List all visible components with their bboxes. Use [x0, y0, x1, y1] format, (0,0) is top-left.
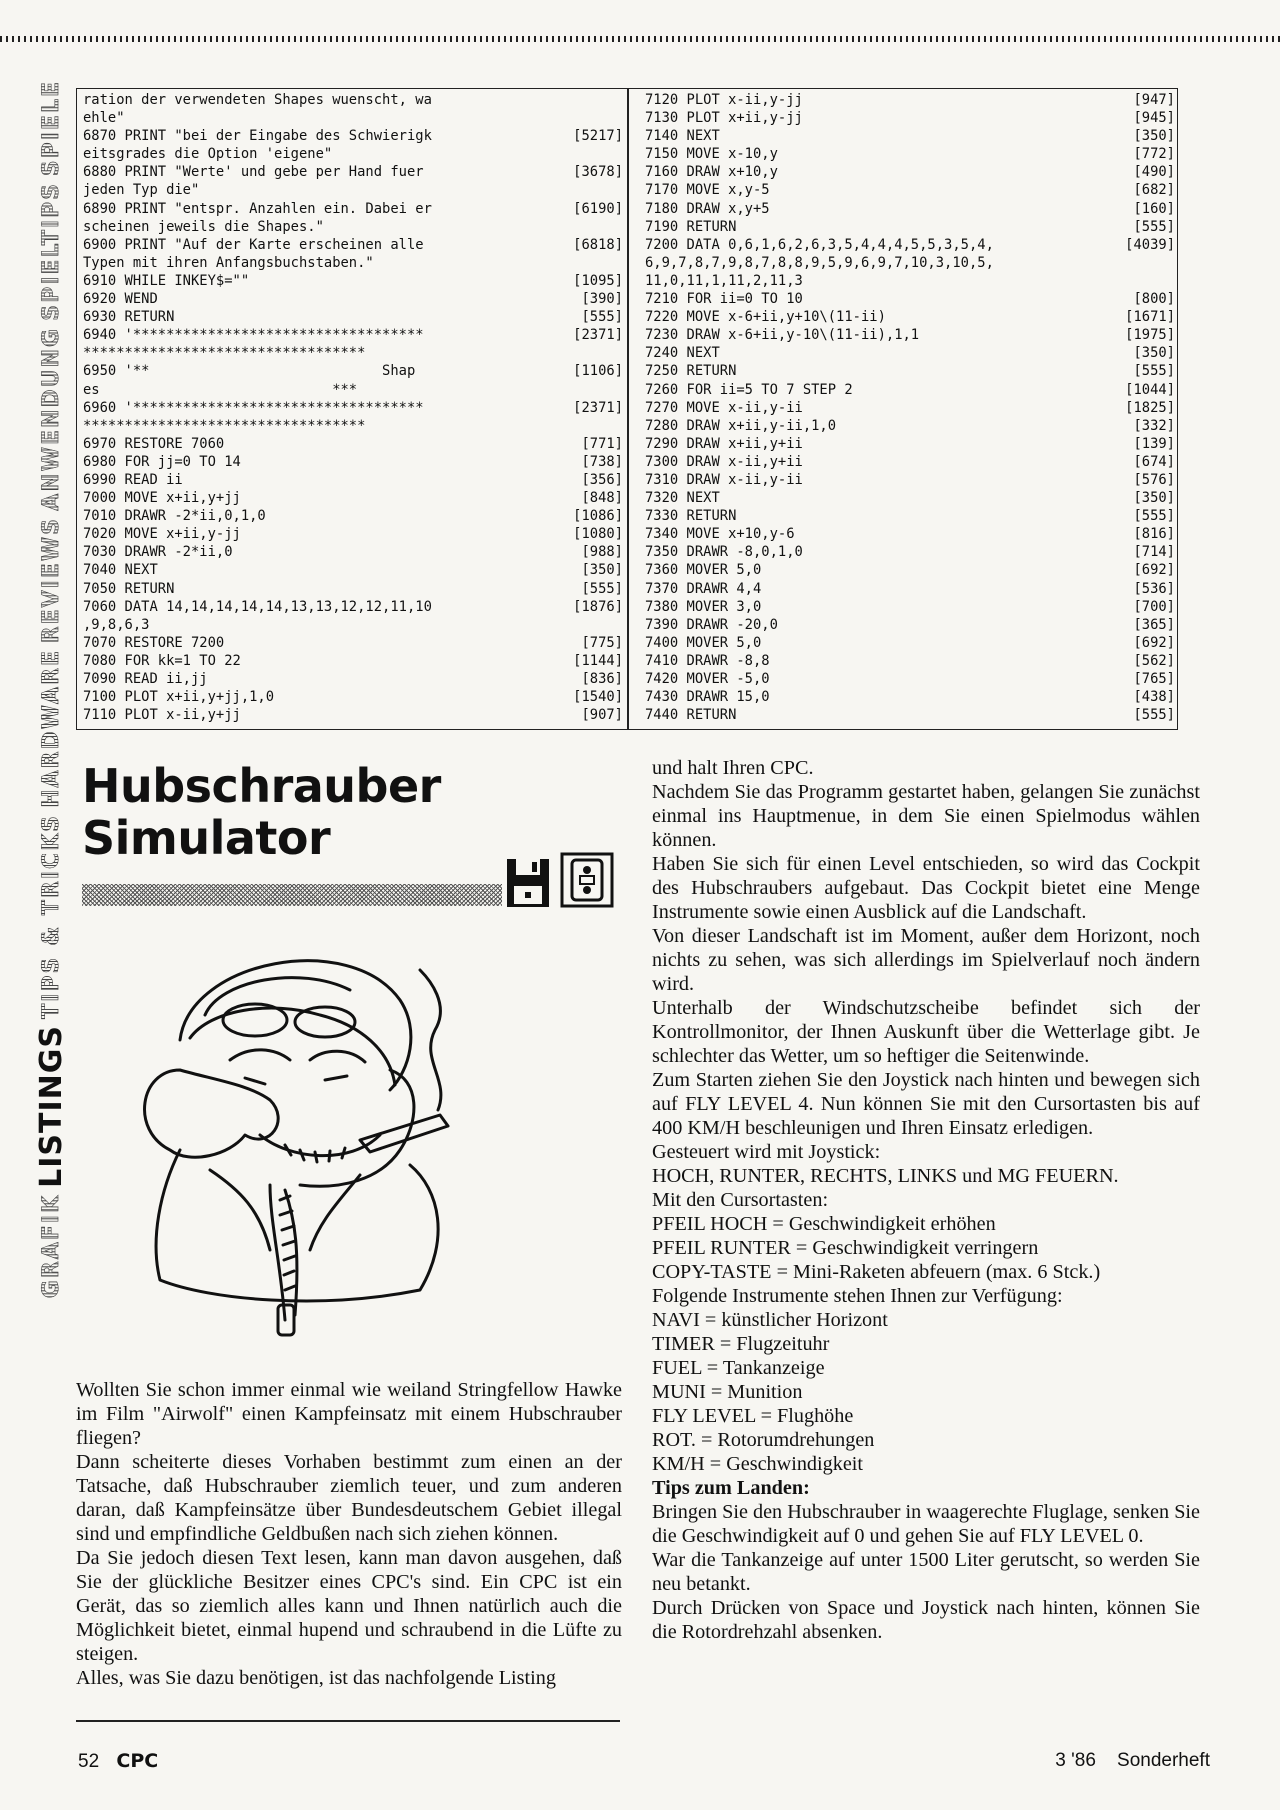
listing-code: ,9,8,6,3	[83, 616, 150, 633]
listing-line	[645, 634, 1175, 652]
listing-code: 7080 FOR kk=1 TO 22	[83, 652, 241, 669]
listing-code: 7040 NEXT	[83, 562, 158, 579]
listing-checksum: [1095]	[573, 272, 623, 289]
listing-code: 7410 DRAWR -8,8	[645, 652, 770, 669]
listing-checksum: [1975]	[1125, 327, 1175, 344]
listing-checksum: [988]	[581, 544, 623, 561]
listing-checksum: [139]	[1133, 435, 1175, 452]
listing-checksum: [350]	[581, 562, 623, 579]
listing-code: 6890 PRINT "entspr. Anzahlen ein. Dabei er	[83, 200, 432, 217]
listing-code: ehle"	[83, 110, 125, 127]
paragraph: HOCH, RUNTER, RECHTS, LINKS und MG FEUERN.	[652, 1165, 1119, 1187]
listing-line	[83, 290, 623, 308]
listing-line	[645, 254, 1175, 272]
listing-line	[645, 181, 1175, 199]
listing-line	[645, 543, 1175, 561]
listing-line	[83, 598, 623, 616]
listing-line	[645, 580, 1175, 598]
listing-line	[83, 381, 623, 399]
tips-heading: Tips zum Landen:	[652, 1477, 810, 1499]
paragraph: PFEIL HOCH = Geschwindigkeit erhöhen	[652, 1213, 996, 1235]
listing-code: ration der verwendeten Shapes wuenscht, wa	[83, 92, 432, 108]
listing-line	[83, 109, 623, 127]
listing-code: 6990 READ ii	[83, 471, 183, 488]
paragraph: Von dieser Landschaft ist im Moment, außer dem Horizont, noch nichts zu sehen, was sich allerdings im Spielverlauf noch ändern wird.	[652, 925, 1200, 995]
listing-line	[645, 218, 1175, 236]
listing-checksum: [555]	[1133, 508, 1175, 525]
listing-code: 7240 NEXT	[645, 345, 720, 362]
listing-checksum: [692]	[1133, 634, 1175, 651]
listing-line	[645, 344, 1175, 362]
listing-checksum: [816]	[1133, 526, 1175, 543]
paragraph: Dann scheiterte dieses Vorhaben bestimmt zum einen an der Tatsache, daß Hubschrauber ziemlich teuer, und zum anderen daran, daß Kampfeinsätze über Bundesdeutschem Gebiet illegal sind und empfindliche Geldbußen nach sich ziehen können.	[76, 1451, 622, 1545]
article-body-right	[652, 756, 1200, 1644]
listing-checksum: [555]	[581, 309, 623, 326]
listing-code: 7250 RETURN	[645, 363, 737, 380]
listing-checksum: [682]	[1133, 182, 1175, 199]
listing-checksum: [4039]	[1125, 236, 1175, 253]
listing-checksum: [1144]	[573, 652, 623, 669]
listing-checksum: [6190]	[573, 200, 623, 217]
listing-code: 7120 PLOT x-ii,y-jj	[645, 92, 803, 108]
listing-code: 7310 DRAW x-ii,y-ii	[645, 471, 803, 488]
listing-checksum: [555]	[1133, 363, 1175, 380]
listing-code: 7110 PLOT x-ii,y+jj	[83, 707, 241, 724]
listing-line	[83, 652, 623, 670]
listing-line	[645, 326, 1175, 344]
listing-checksum: [1825]	[1125, 399, 1175, 416]
listing-code: 7090 READ ii,jj	[83, 671, 208, 687]
side-nav-item: TIPS & TRICKS	[38, 813, 64, 1019]
listing-code: 7360 MOVER 5,0	[645, 562, 762, 579]
listing-line	[645, 561, 1175, 579]
listing-code: 7140 NEXT	[645, 128, 720, 145]
listing-line	[645, 507, 1175, 525]
listing-line	[645, 381, 1175, 399]
listing-line	[83, 91, 623, 109]
listing-checksum: [765]	[1133, 671, 1175, 687]
listing-code: 7340 MOVE x+10,y-6	[645, 526, 795, 543]
listing-line	[83, 634, 623, 652]
listing-checksum: [2371]	[573, 327, 623, 344]
side-nav-item: GRAFIK	[38, 1193, 64, 1298]
paragraph: NAVI = künstlicher Horizont	[652, 1309, 888, 1331]
listing-checksum: [332]	[1133, 417, 1175, 434]
listing-checksum: [674]	[1133, 453, 1175, 470]
paragraph: Haben Sie sich für einen Level entschieden, so wird das Cockpit des Hubschraubers aufgebaut. Das Cockpit bietet eine Menge Instrumente sowie einen Ausblick auf die Landschaft.	[652, 853, 1200, 923]
side-nav-item: HARDWARE	[38, 649, 64, 808]
listing-checksum: [2371]	[573, 399, 623, 416]
listing-line	[83, 163, 623, 181]
listing-code: scheinen jeweils die Shapes."	[83, 218, 324, 235]
listing-line	[83, 561, 623, 579]
listing-checksum: [365]	[1133, 616, 1175, 633]
listing-code: 7330 RETURN	[645, 508, 737, 525]
listing-line	[83, 471, 623, 489]
listing-code: 7260 FOR ii=5 TO 7 STEP 2	[645, 381, 853, 398]
listing-line	[83, 507, 623, 525]
listing-code: 7150 MOVE x-10,y	[645, 146, 778, 163]
listing-right-column	[645, 91, 1175, 724]
cassette-icon	[560, 852, 614, 908]
paragraph: Zum Starten ziehen Sie den Joystick nach hinten und bewegen sich auf FLY LEVEL 4. Nun können Sie mit den Cursortasten bis auf 400 KM/H beschleunigen und Ihren Einsatz erledigen.	[652, 1069, 1200, 1139]
listing-code: 7230 DRAW x-6+ii,y-10\(11-ii),1,1	[645, 327, 920, 344]
issue-number: 3 '86	[1055, 1750, 1096, 1771]
paragraph: Nachdem Sie das Programm gestartet haben, gelangen Sie zunächst einmal ins Hauptmenue, in dem Sie einen Spielmodus wählen können.	[652, 781, 1200, 851]
listing-checksum: [576]	[1133, 471, 1175, 488]
listing-line	[83, 435, 623, 453]
paragraph: Gesteuert wird mit Joystick:	[652, 1141, 881, 1163]
listing-checksum: [390]	[581, 291, 623, 308]
paragraph: PFEIL RUNTER = Geschwindigkeit verringern	[652, 1237, 1039, 1259]
listing-line	[83, 362, 623, 380]
listing-line	[83, 200, 623, 218]
listing-code: 7320 NEXT	[645, 490, 720, 507]
listing-line	[645, 706, 1175, 724]
listing-checksum: [350]	[1133, 345, 1175, 362]
listing-code: 7220 MOVE x-6+ii,y+10\(11-ii)	[645, 309, 886, 326]
listing-checksum: [6818]	[573, 236, 623, 253]
paragraph: und halt Ihren CPC.	[652, 757, 814, 779]
listing-code: **********************************	[83, 417, 366, 434]
listing-code: 6940 '***********************************	[83, 327, 424, 344]
listing-box	[76, 88, 1178, 730]
listing-code: 7290 DRAW x+ii,y+ii	[645, 435, 803, 452]
listing-code: 7190 RETURN	[645, 218, 737, 235]
listing-checksum: [350]	[1133, 490, 1175, 507]
footer-rule	[76, 1720, 620, 1722]
listing-checksum: [775]	[581, 634, 623, 651]
listing-checksum: [5217]	[573, 128, 623, 145]
listing-checksum: [160]	[1133, 200, 1175, 217]
listing-line	[645, 616, 1175, 634]
page-number: 52	[78, 1751, 100, 1772]
listing-code: 6910 WHILE INKEY$=""	[83, 272, 250, 289]
listing-line	[83, 236, 623, 254]
listing-code: 7390 DRAWR -20,0	[645, 616, 778, 633]
article-body-left	[76, 1378, 622, 1690]
paragraph: Durch Drücken von Space und Joystick nach hinten, können Sie die Rotordrehzahl absenken.	[652, 1597, 1200, 1643]
listing-checksum: [714]	[1133, 544, 1175, 561]
side-nav-item: ANWENDUNG	[38, 326, 64, 511]
listing-line	[645, 272, 1175, 290]
pilot-cartoon-illustration	[120, 920, 520, 1340]
listing-code: 7130 PLOT x+ii,y-jj	[645, 110, 803, 127]
listing-line	[645, 652, 1175, 670]
side-nav-item: SPIELTIPS	[38, 182, 64, 321]
listing-code: 7200 DATA 0,6,1,6,2,6,3,5,4,4,4,5,5,3,5,4,	[645, 236, 994, 253]
paragraph: COPY-TASTE = Mini-Raketen abfeuern (max. 6 Stck.)	[652, 1261, 1101, 1283]
listing-checksum: [1044]	[1125, 381, 1175, 398]
listing-line	[645, 109, 1175, 127]
listing-checksum: [1080]	[573, 526, 623, 543]
listing-line	[83, 706, 623, 724]
listing-line	[83, 489, 623, 507]
article-title-line1: Hubschrauber	[82, 759, 441, 813]
listing-line	[83, 616, 623, 634]
listing-code: 7030 DRAWR -2*ii,0	[83, 544, 233, 561]
listing-code: 7050 RETURN	[83, 580, 175, 597]
listing-checksum: [772]	[1133, 146, 1175, 163]
disk-icon	[506, 858, 550, 908]
listing-checksum: [356]	[581, 471, 623, 488]
listing-line	[645, 670, 1175, 688]
listing-code: eitsgrades die Option 'eigene"	[83, 146, 333, 163]
listing-code: 7210 FOR ii=0 TO 10	[645, 291, 803, 308]
paragraph: Alles, was Sie dazu benötigen, ist das nachfolgende Listing	[76, 1667, 556, 1689]
listing-code: 7300 DRAW x-ii,y+ii	[645, 453, 803, 470]
listing-code: 6880 PRINT "Werte' und gebe per Hand fuer	[83, 164, 424, 181]
listing-line	[83, 580, 623, 598]
listing-line	[83, 326, 623, 344]
listing-checksum: [1106]	[573, 363, 623, 380]
listing-code: 6980 FOR jj=0 TO 14	[83, 453, 241, 470]
paragraph: FUEL = Tankanzeige	[652, 1357, 825, 1379]
listing-checksum: [1540]	[573, 689, 623, 706]
listing-line	[83, 543, 623, 561]
listing-line	[645, 163, 1175, 181]
listing-code: 7420 MOVER -5,0	[645, 671, 770, 687]
listing-line	[645, 145, 1175, 163]
listing-checksum: [555]	[581, 580, 623, 597]
listing-checksum: [947]	[1133, 92, 1175, 108]
listing-checksum: [800]	[1133, 291, 1175, 308]
listing-checksum: [692]	[1133, 562, 1175, 579]
listing-code: 7170 MOVE x,y-5	[645, 182, 770, 199]
listing-code: Typen mit ihren Anfangsbuchstaben."	[83, 254, 374, 271]
listing-code: 7060 DATA 14,14,14,14,14,13,13,12,12,11,10	[83, 598, 432, 615]
listing-code: 6920 WEND	[83, 291, 158, 308]
listing-line	[645, 362, 1175, 380]
listing-code: 6970 RESTORE 7060	[83, 435, 225, 452]
listing-checksum: [1086]	[573, 508, 623, 525]
paragraph: Da Sie jedoch diesen Text lesen, kann man davon ausgehen, daß Sie der glückliche Besitzer eines CPC's sind. Ein CPC ist ein Gerät, das so ziemlich alles kann und Ihnen natürlich auch die Möglichkeit bietet, einmal hupend und schraubend in die Lüfte zu steigen.	[76, 1547, 622, 1665]
listing-code: 6900 PRINT "Auf der Karte erscheinen alle	[83, 236, 424, 253]
listing-code: 7160 DRAW x+10,y	[645, 164, 778, 181]
paragraph: Folgende Instrumente stehen Ihnen zur Verfügung:	[652, 1285, 1063, 1307]
listing-code: es ***	[83, 381, 358, 398]
paragraph: KM/H = Geschwindigkeit	[652, 1453, 863, 1475]
listing-code: 6,9,7,8,7,9,8,7,8,8,9,5,9,6,9,7,10,3,10,5,	[645, 254, 994, 271]
listing-checksum: [562]	[1133, 652, 1175, 669]
listing-checksum: [555]	[1133, 218, 1175, 235]
listing-code: 6870 PRINT "bei der Eingabe des Schwierigk	[83, 128, 432, 145]
listing-code: 7400 MOVER 5,0	[645, 634, 762, 651]
listing-code: 6930 RETURN	[83, 309, 175, 326]
listing-line	[645, 91, 1175, 109]
listing-line	[645, 525, 1175, 543]
listing-checksum: [771]	[581, 435, 623, 452]
listing-checksum: [3678]	[573, 164, 623, 181]
listing-checksum: [700]	[1133, 598, 1175, 615]
listing-column-divider	[627, 89, 629, 729]
paragraph: War die Tankanzeige auf unter 1500 Liter gerutscht, so werden Sie neu betankt.	[652, 1549, 1200, 1595]
listing-line	[83, 254, 623, 272]
listing-code: jeden Typ die"	[83, 182, 200, 199]
side-nav-item: REVIEWS	[38, 516, 64, 644]
listing-line	[83, 670, 623, 688]
paragraph: Unterhalb der Windschutzscheibe befindet sich der Kontrollmonitor, der Ihnen Auskunft über die Wetterlage gibt. Je schlechter das Wetter, um so heftiger die Seitenwinde.	[652, 997, 1200, 1067]
listing-line	[83, 525, 623, 543]
listing-code: 7430 DRAWR 15,0	[645, 689, 770, 706]
listing-checksum: [907]	[581, 707, 623, 724]
listing-code: 7380 MOVER 3,0	[645, 598, 762, 615]
listing-line	[645, 308, 1175, 326]
paragraph: FLY LEVEL = Flughöhe	[652, 1405, 854, 1427]
listing-line	[645, 290, 1175, 308]
listing-checksum: [1876]	[573, 598, 623, 615]
side-nav-item: SPIELE	[38, 80, 64, 177]
article-title	[82, 760, 441, 864]
listing-code: 7010 DRAWR -2*ii,0,1,0	[83, 508, 266, 525]
listing-code: 7270 MOVE x-ii,y-ii	[645, 399, 803, 416]
listing-code: 7020 MOVE x+ii,y-jj	[83, 526, 241, 543]
top-dotted-rule	[0, 36, 1280, 42]
side-nav-item: LISTINGS	[33, 1024, 69, 1188]
paragraph: ROT. = Rotorumdrehungen	[652, 1429, 875, 1451]
listing-checksum: [555]	[1133, 707, 1175, 724]
listing-line	[645, 598, 1175, 616]
listing-checksum: [350]	[1133, 128, 1175, 145]
listing-checksum: [438]	[1133, 689, 1175, 706]
article-title-line2: Simulator	[82, 811, 331, 865]
listing-checksum: [848]	[581, 490, 623, 507]
listing-line	[83, 272, 623, 290]
listing-line	[645, 417, 1175, 435]
paragraph: Mit den Cursortasten:	[652, 1189, 829, 1211]
footer-right	[1055, 1750, 1210, 1772]
listing-line	[645, 489, 1175, 507]
listing-line	[645, 236, 1175, 254]
paragraph: MUNI = Munition	[652, 1381, 803, 1403]
section-index-strip	[34, 80, 68, 1700]
listing-line	[645, 435, 1175, 453]
listing-code: 7280 DRAW x+ii,y-ii,1,0	[645, 417, 837, 434]
listing-line	[83, 308, 623, 326]
listing-line	[645, 471, 1175, 489]
listing-line	[83, 218, 623, 236]
listing-checksum: [945]	[1133, 110, 1175, 127]
paragraph: TIMER = Flugzeituhr	[652, 1333, 830, 1355]
listing-checksum: [1671]	[1125, 309, 1175, 326]
listing-code: 7100 PLOT x+ii,y+jj,1,0	[83, 689, 275, 706]
listing-checksum: [490]	[1133, 164, 1175, 181]
listing-code: 7000 MOVE x+ii,y+jj	[83, 490, 241, 507]
listing-checksum: [836]	[581, 671, 623, 687]
listing-code: 7440 RETURN	[645, 707, 737, 724]
magazine-logo: CPC	[116, 1750, 159, 1772]
listing-line	[645, 688, 1175, 706]
listing-line	[645, 127, 1175, 145]
footer-left	[78, 1750, 158, 1773]
listing-code: 6950 '** Shap	[83, 363, 416, 380]
listing-line	[83, 688, 623, 706]
listing-checksum: [738]	[581, 453, 623, 470]
listing-code: 6960 '***********************************	[83, 399, 424, 416]
listing-line	[83, 127, 623, 145]
edition-label: Sonderheft	[1117, 1750, 1210, 1771]
listing-line	[645, 453, 1175, 471]
listing-left-column	[83, 91, 623, 724]
listing-line	[645, 200, 1175, 218]
listing-code: 7350 DRAWR -8,0,1,0	[645, 544, 803, 561]
listing-checksum: [536]	[1133, 580, 1175, 597]
listing-code: 7070 RESTORE 7200	[83, 634, 225, 651]
paragraph: Wollten Sie schon immer einmal wie weiland Stringfellow Hawke im Film "Airwolf" einen Kampfeinsatz mit einem Hubschrauber fliegen?	[76, 1379, 622, 1449]
listing-code: **********************************	[83, 345, 366, 362]
listing-code: 7180 DRAW x,y+5	[645, 200, 770, 217]
paragraph: Bringen Sie den Hubschrauber in waagerechte Fluglage, senken Sie die Geschwindigkeit auf 0 und gehen Sie auf FLY LEVEL 0.	[652, 1501, 1200, 1547]
listing-code: 7370 DRAWR 4,4	[645, 580, 762, 597]
listing-line	[83, 399, 623, 417]
listing-line	[83, 145, 623, 163]
listing-code: 11,0,11,1,11,2,11,3	[645, 272, 803, 289]
listing-line	[645, 399, 1175, 417]
listing-line	[83, 181, 623, 199]
listing-line	[83, 453, 623, 471]
title-shade-bar	[82, 884, 502, 906]
listing-line	[83, 417, 623, 435]
listing-line	[83, 344, 623, 362]
